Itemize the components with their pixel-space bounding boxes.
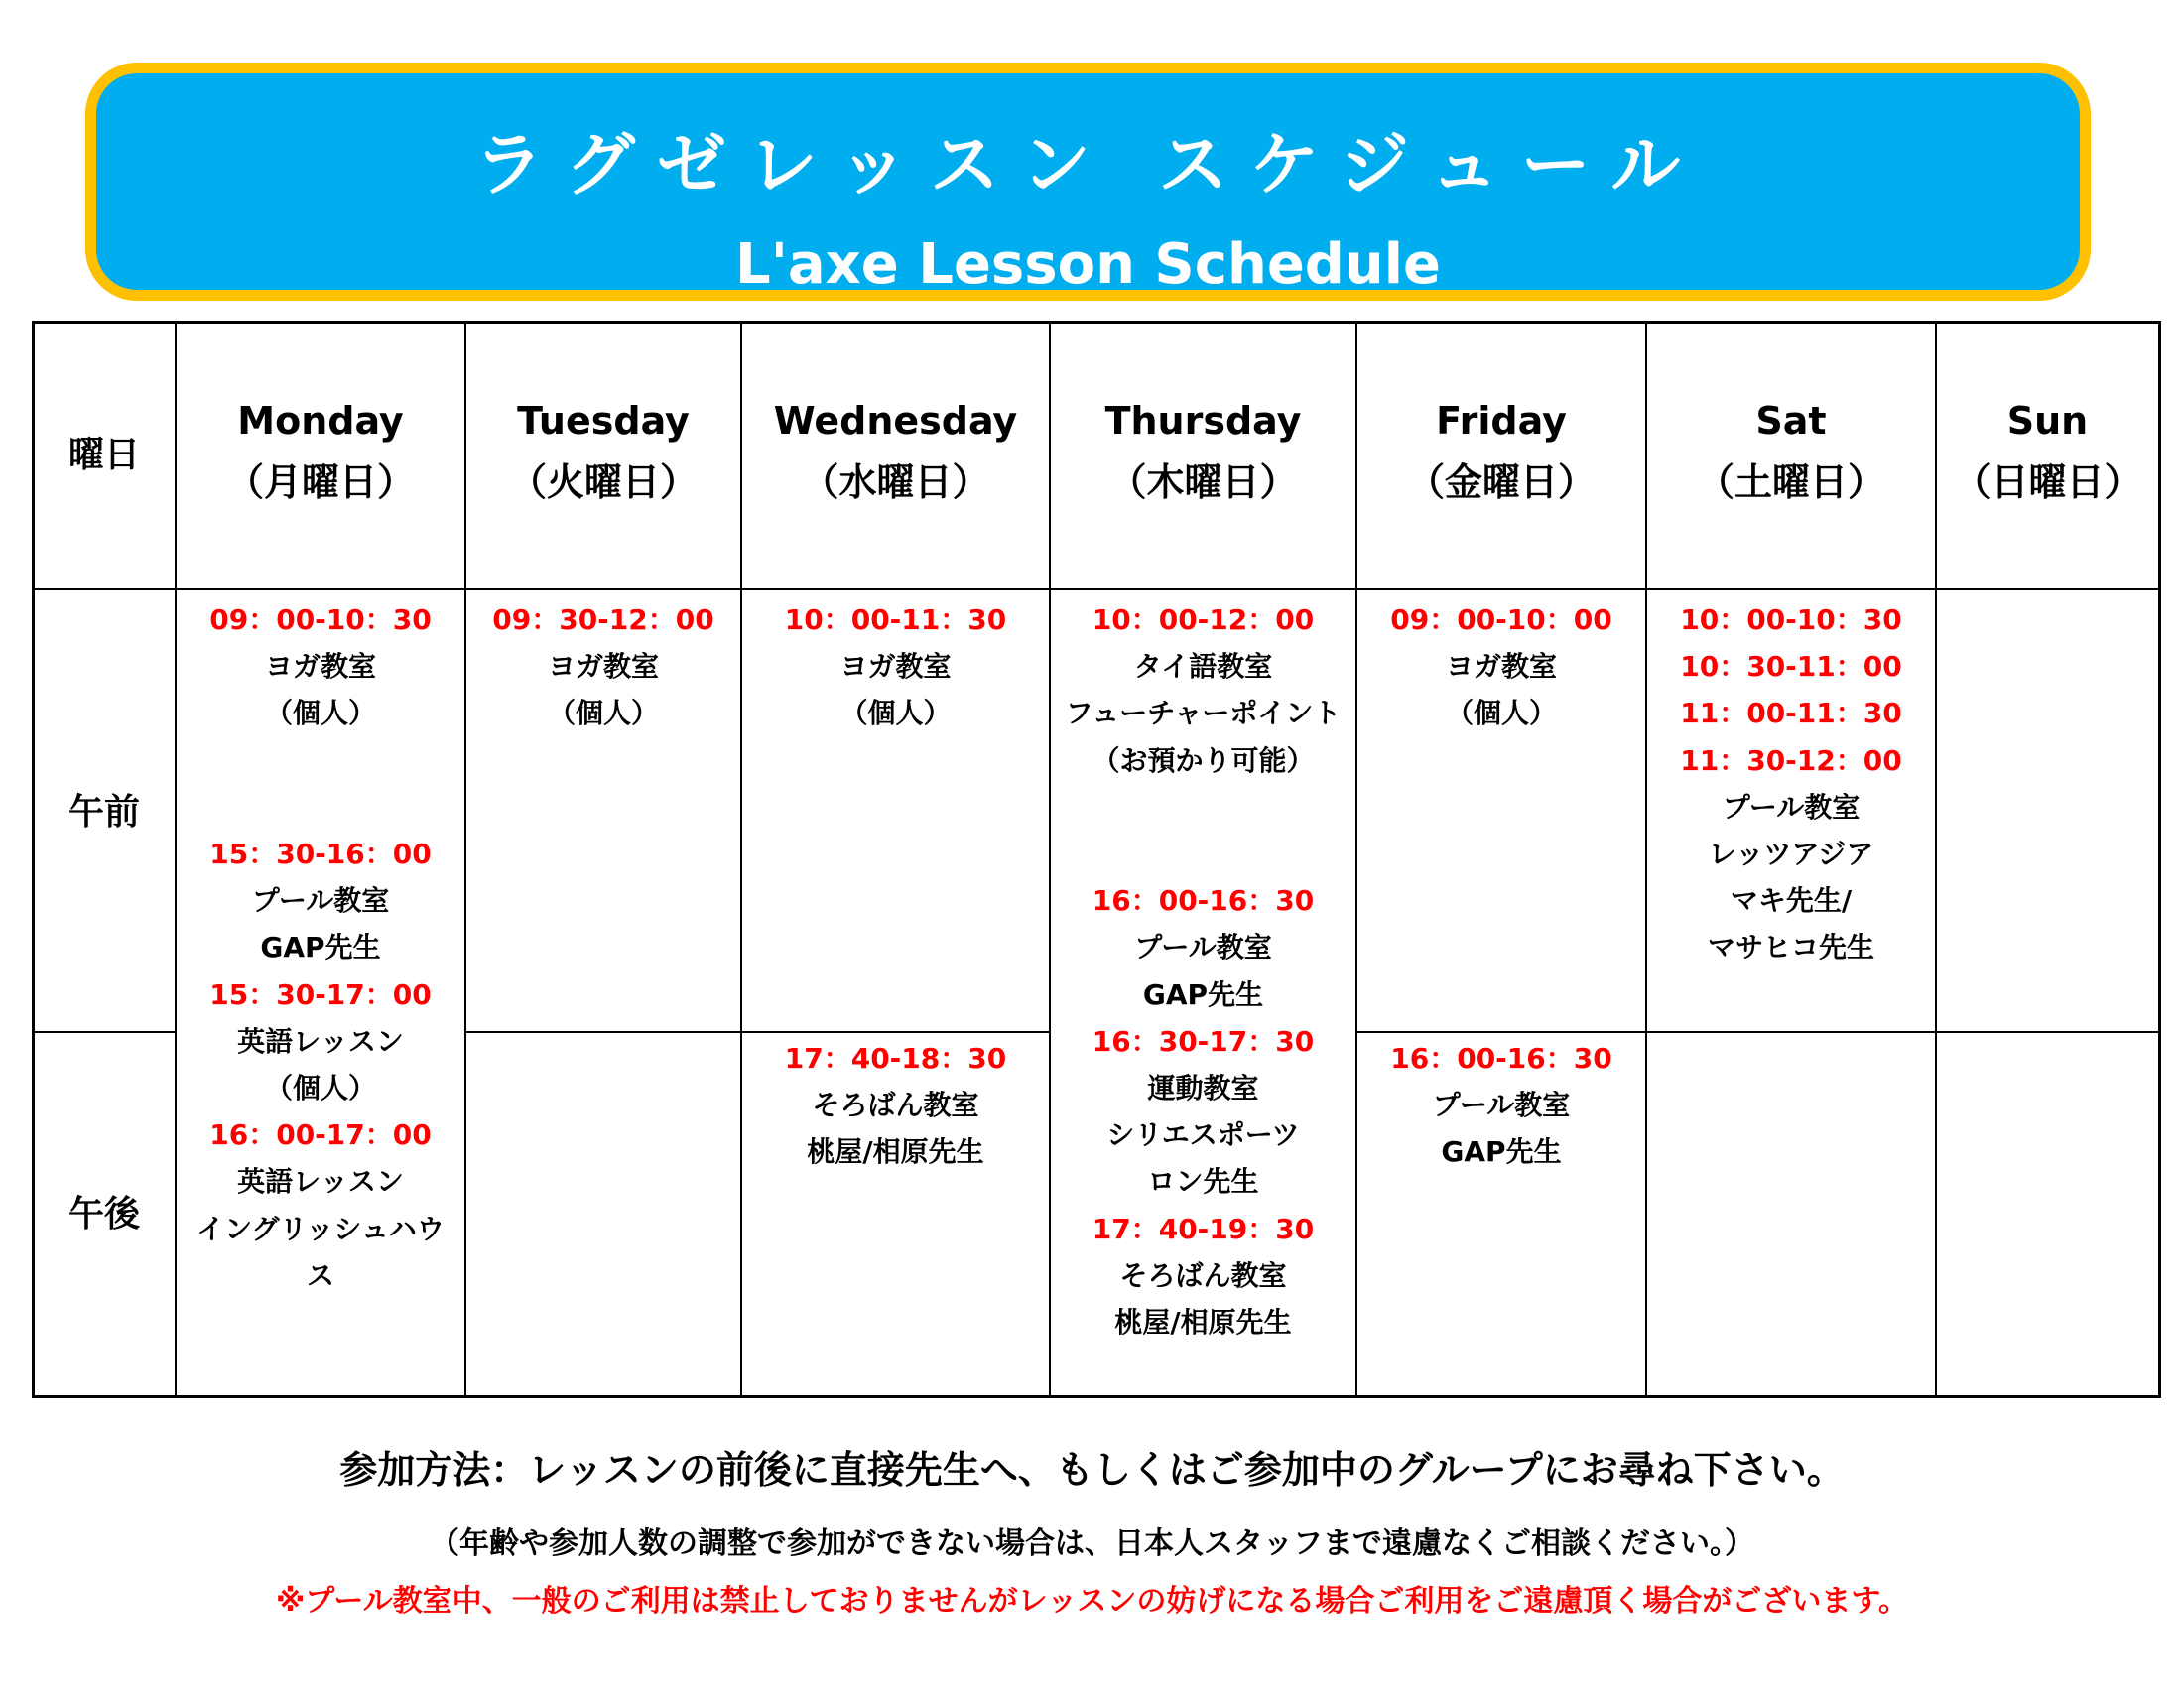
lesson-detail: 桃屋/相原先生	[807, 1135, 984, 1169]
lesson-detail: マサヒコ先生	[1707, 931, 1874, 965]
how-to-join-note: 参加方法：レッスンの前後に直接先生へ、もしくはご参加中のグループにお尋ね下さい。	[339, 1448, 1845, 1492]
day-name: Tuesday	[517, 399, 690, 443]
lesson-detail: 桃屋/相原先生	[1114, 1306, 1292, 1340]
lesson-time: 11：30-12：00	[1680, 743, 1902, 777]
day-header-saturday	[1647, 390, 1935, 513]
title-jp: ラグゼレッスン スケジュール	[473, 124, 1703, 205]
lesson-detail: GAP先生	[260, 931, 381, 965]
corner-label: 曜日	[67, 435, 140, 475]
lesson-detail: そろばん教室	[1119, 1258, 1287, 1292]
lesson-detail: （個人）	[1445, 697, 1557, 730]
lesson-time: 16：00-17：00	[209, 1118, 432, 1152]
period-pm-label: 午後	[67, 1194, 140, 1234]
lesson-detail: そろばん教室	[812, 1089, 979, 1122]
tuesday-am-lessons	[466, 588, 740, 737]
title-en: L'axe Lesson Schedule	[735, 232, 1441, 297]
period-am-label: 午前	[67, 792, 140, 833]
lesson-detail: シリエスポーツ	[1106, 1118, 1300, 1152]
lesson-time: 15：30-17：00	[209, 977, 432, 1011]
day-header-monday	[177, 390, 464, 513]
lesson-detail: 英語レッスン	[237, 1024, 404, 1058]
ampm-divider	[32, 1031, 176, 1033]
lesson-detail: プール教室	[1722, 790, 1861, 824]
day-name: Friday	[1436, 399, 1567, 443]
pool-warning: ※プール教室中、一般のご利用は禁止しておりませんがレッスンの妨げになる場合ご利用をご遠慮頂く場合がございます。	[276, 1584, 1908, 1619]
lesson-detail: ヨガ教室	[547, 650, 659, 684]
lesson-detail: マキ先生/	[1730, 884, 1853, 918]
lesson-detail: （個人）	[547, 697, 659, 730]
table-border-top	[32, 321, 2161, 324]
lesson-time: 09：00-10：30	[209, 603, 432, 636]
table-border-left	[32, 321, 35, 1398]
friday-am-lessons	[1357, 588, 1645, 737]
lesson-time: 11：00-11：30	[1680, 697, 1902, 730]
lesson-time: 09：00-10：00	[1390, 603, 1612, 636]
lesson-time: 10：00-10：30	[1680, 603, 1902, 636]
lesson-detail: （個人）	[264, 1072, 376, 1104]
lesson-detail: 運動教室	[1147, 1072, 1259, 1104]
saturday-am-lessons	[1647, 588, 1935, 972]
wednesday-am-lessons	[742, 588, 1049, 737]
table-border-right	[2158, 321, 2161, 1398]
lesson-detail: ヨガ教室	[264, 650, 376, 684]
table-border-bottom	[32, 1395, 2161, 1398]
day-name: Thursday	[1104, 399, 1302, 443]
spacer	[1051, 784, 1355, 831]
day-name-jp: （火曜日）	[508, 460, 698, 504]
day-header-tuesday	[466, 390, 740, 513]
lesson-detail: （個人）	[264, 697, 376, 730]
lesson-detail: プール教室	[1134, 931, 1272, 965]
day-name-jp: （土曜日）	[1696, 460, 1885, 504]
day-name: Wednesday	[773, 399, 1018, 443]
lesson-detail: GAP先生	[1441, 1135, 1562, 1169]
lesson-time: 10：00-11：30	[784, 603, 1007, 636]
thursday-lessons	[1051, 588, 1355, 1346]
lesson-detail: GAP先生	[1142, 977, 1264, 1011]
lesson-time: 16：00-16：30	[1092, 884, 1315, 918]
day-name: Sun	[2006, 399, 2089, 443]
spacer	[1051, 831, 1355, 877]
lesson-detail: フューチャーポイント	[1065, 697, 1342, 730]
lesson-detail: イングリッシュハウ	[196, 1212, 445, 1245]
lesson-detail: 英語レッスン	[237, 1165, 404, 1199]
lesson-detail: レッツアジア	[1708, 838, 1874, 871]
lesson-detail: ロン先生	[1147, 1165, 1259, 1199]
lesson-detail: （お預かり可能）	[1092, 743, 1315, 777]
day-header-wednesday	[742, 390, 1049, 513]
day-name: Monday	[237, 399, 404, 443]
lesson-time: 09：30-12：00	[492, 603, 714, 636]
spacer	[177, 737, 464, 784]
day-name: Sat	[1755, 399, 1827, 443]
lesson-detail: ス	[306, 1258, 334, 1292]
lesson-time: 16：00-16：30	[1390, 1042, 1612, 1075]
day-name-jp: （水曜日）	[801, 460, 990, 504]
day-name-jp: （日曜日）	[1953, 460, 2142, 504]
lesson-time: 16：30-17：30	[1092, 1024, 1315, 1058]
lesson-time: 17：40-19：30	[1092, 1212, 1315, 1245]
lesson-time: 17：40-18：30	[784, 1042, 1007, 1075]
day-header-sunday	[1937, 390, 2158, 513]
monday-lessons	[177, 588, 464, 1299]
lesson-detail: プール教室	[1432, 1089, 1571, 1122]
friday-pm-lessons	[1357, 1027, 1645, 1176]
age-note: （年齢や参加人数の調整で参加ができない場合は、日本人スタッフまで遠慮なくご相談ください。）	[430, 1526, 1754, 1561]
lesson-time: 15：30-16：00	[209, 837, 432, 870]
lesson-detail: プール教室	[251, 884, 390, 918]
lesson-time: 10：00-12：00	[1092, 603, 1315, 636]
day-name-jp: （月曜日）	[225, 460, 415, 504]
day-name-jp: （金曜日）	[1406, 460, 1596, 504]
lesson-detail: （個人）	[839, 697, 952, 730]
wednesday-pm-lessons	[742, 1027, 1049, 1176]
lesson-detail: タイ語教室	[1133, 650, 1273, 684]
day-name-jp: （木曜日）	[1108, 460, 1298, 504]
day-header-thursday	[1051, 390, 1355, 513]
day-header-friday	[1357, 390, 1645, 513]
lesson-time: 10：30-11：00	[1680, 650, 1902, 684]
lesson-detail: ヨガ教室	[1445, 650, 1557, 684]
spacer	[177, 784, 464, 831]
lesson-detail: ヨガ教室	[839, 650, 952, 684]
